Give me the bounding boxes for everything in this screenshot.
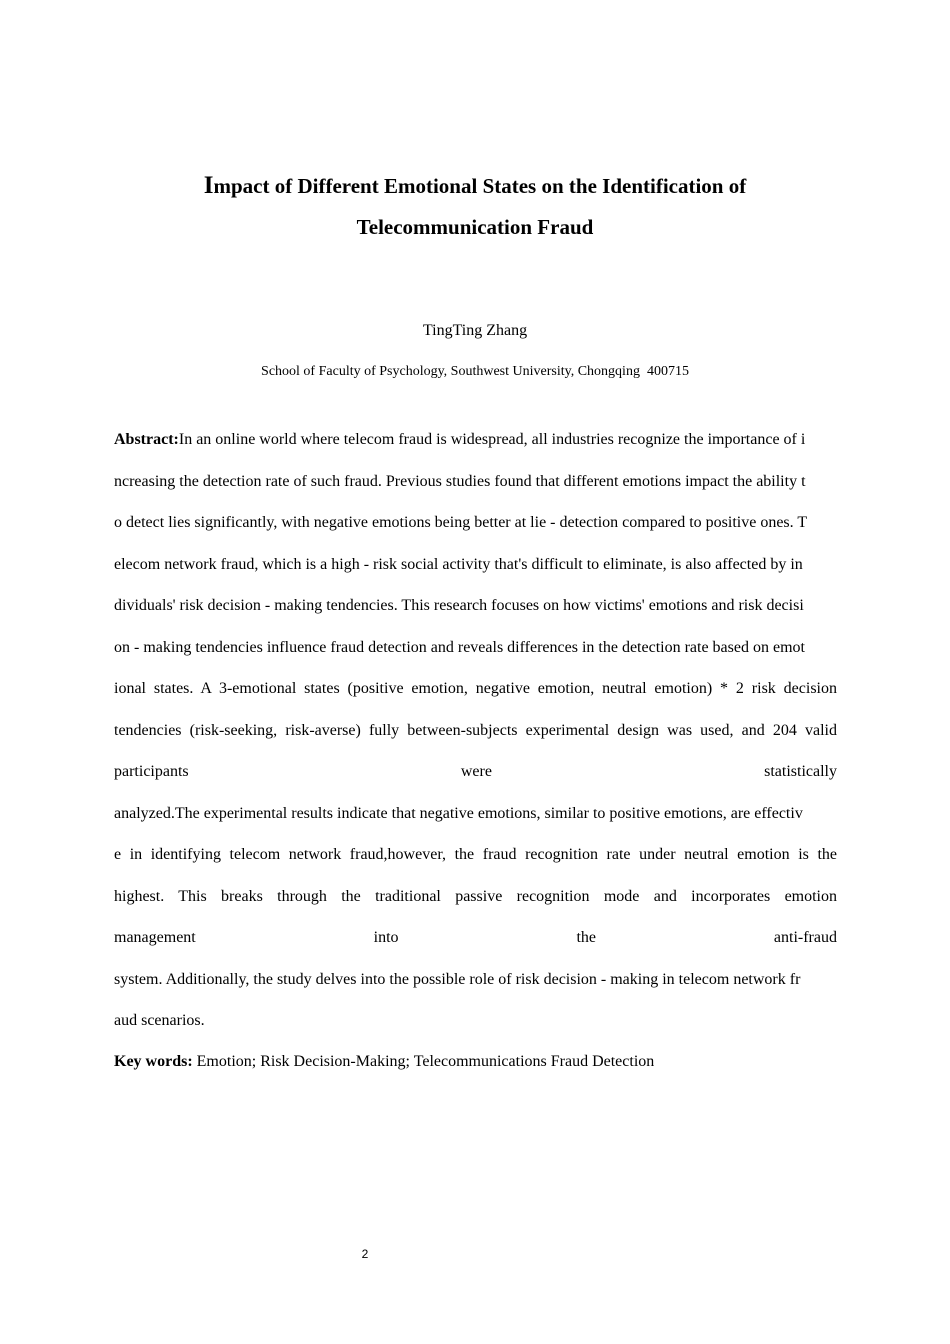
abstract-line: [114, 425, 837, 467]
abstract-line-text: In an online world where telecom fraud is widespread, all industries recognize the importance of i: [178, 431, 806, 448]
author-affiliation: School of Faculty of Psychology, Southwest University, Chongqing 400715: [261, 364, 689, 379]
abstract-line: system. Additionally, the study delves into the possible role of risk decision - making in telecom network fr: [114, 970, 801, 988]
abstract-line: o detect lies significantly, with negative emotions being better at lie - detection compared to positive ones. T: [114, 514, 808, 531]
abstract-line: dividuals' risk decision - making tendencies. This research focuses on how victims' emotions and risk decisi: [114, 597, 804, 614]
abstract: [114, 425, 837, 1048]
abstract-label: Abstract:: [114, 431, 179, 448]
title-line-2: Telecommunication Fraud: [356, 215, 594, 239]
abstract-word: anti-fraud: [773, 929, 837, 946]
keywords-text: Emotion; Risk Decision-Making; Telecommunications Fraud Detection: [192, 1053, 655, 1070]
abstract-word: statistically: [764, 763, 837, 780]
abstract-line: ional states. A 3-emotional states (positive emotion, negative emotion, neutral emotion) * 2 risk decision: [114, 680, 837, 697]
keywords: [114, 1047, 837, 1076]
abstract-word: participants: [114, 763, 189, 780]
title-line-1: [0, 165, 950, 207]
keywords-label: Key words:: [114, 1053, 193, 1070]
abstract-line: on - making tendencies influence fraud detection and reveals differences in the detection rate based on emot: [114, 638, 805, 656]
abstract-word: the: [576, 929, 596, 946]
abstract-line-spread: [114, 757, 837, 799]
abstract-line-spread: [114, 923, 837, 965]
abstract-line: e in identifying telecom network fraud,however, the fraud recognition rate under neutral emotion is the: [114, 846, 837, 863]
title-first-letter: I: [203, 172, 214, 199]
abstract-line: analyzed.The experimental results indicate that negative emotions, similar to positive emotions, are effectiv: [114, 804, 803, 822]
abstract-line: ncreasing the detection rate of such fraud. Previous studies found that different emotions impact the ability t: [114, 472, 806, 490]
abstract-word: were: [460, 763, 492, 780]
abstract-line: aud scenarios.: [114, 1012, 205, 1029]
abstract-line: highest. This breaks through the traditional passive recognition mode and incorporates emotion: [114, 887, 837, 905]
abstract-line: tendencies (risk-seeking, risk-averse) fully between-subjects experimental design was used, and 204 valid: [114, 721, 837, 739]
abstract-word: management: [114, 929, 196, 946]
abstract-line: elecom network fraud, which is a high - risk social activity that's difficult to eliminate, is also affected by in: [114, 555, 803, 573]
page-number: 2: [361, 1247, 369, 1261]
abstract-word: into: [373, 929, 399, 946]
title-line-1-text: mpact of Different Emotional States on the Identification of: [213, 174, 747, 198]
paper-title: [0, 165, 950, 248]
author-name: TingTing Zhang: [422, 322, 528, 339]
